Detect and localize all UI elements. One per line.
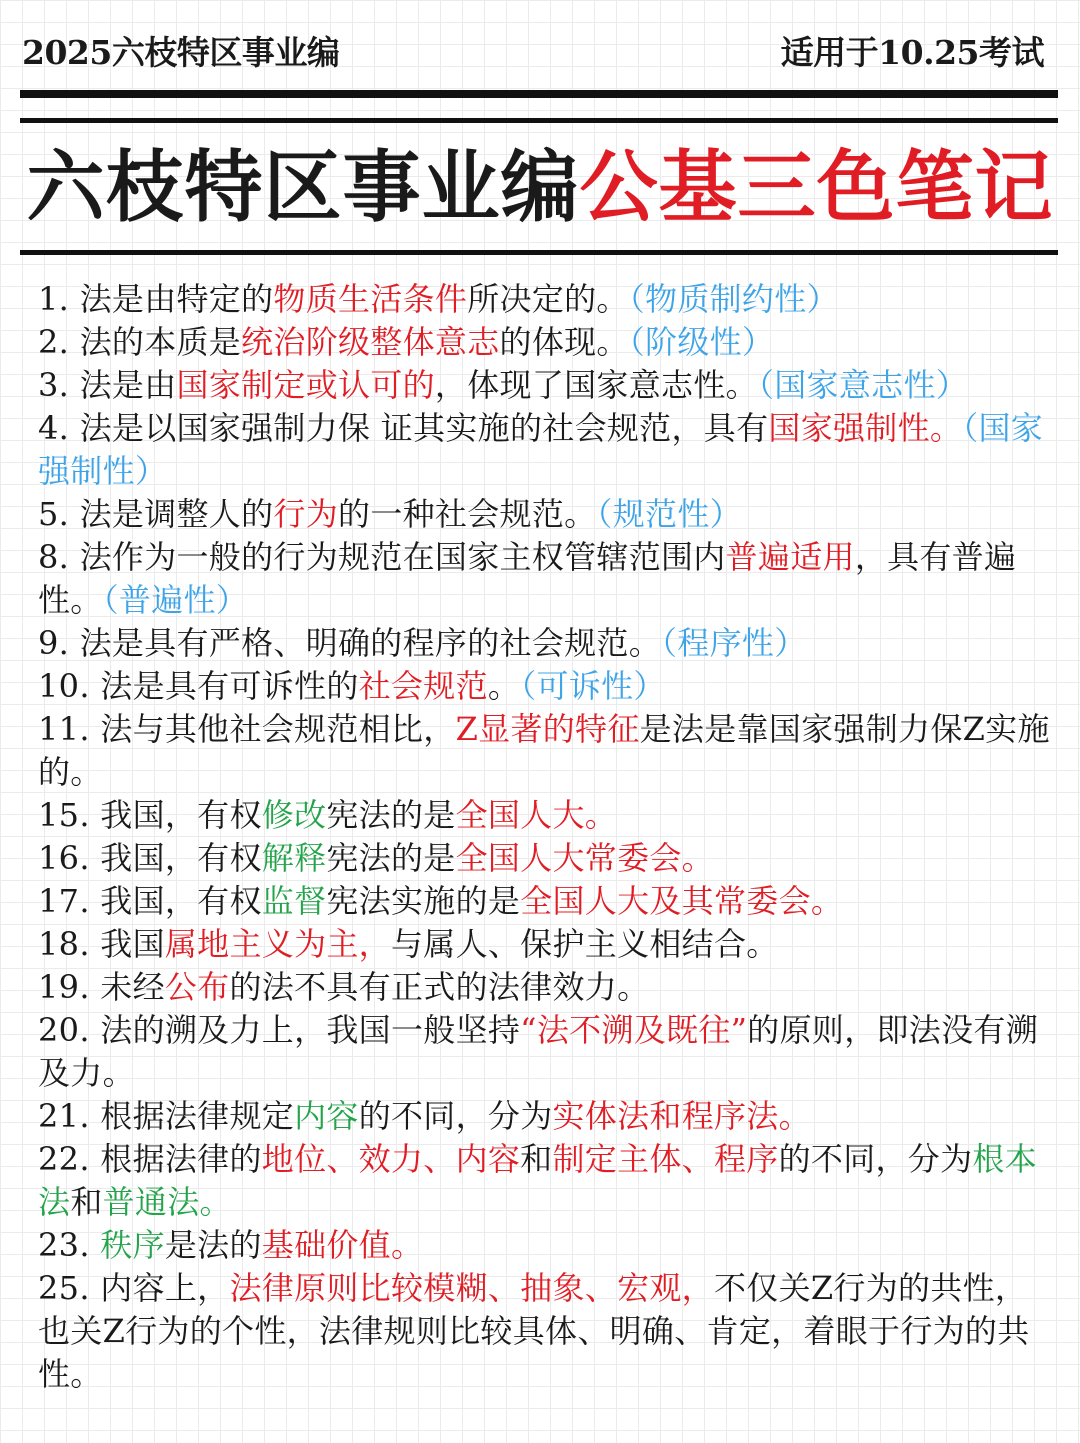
highlight-green-text: 解释	[261, 839, 327, 877]
highlight-green-text: 秩序	[100, 1226, 165, 1264]
note-text: 和	[520, 1140, 553, 1178]
note-text: 19. 未经	[38, 968, 165, 1006]
note-text: 20. 法的溯及力上，我国一般坚持	[38, 1011, 521, 1049]
notes-list	[38, 278, 1050, 1396]
note-item	[38, 321, 1050, 364]
highlight-red-text: 行为	[273, 495, 339, 533]
highlight-red-text: 国家强制性。	[768, 409, 963, 447]
note-item	[38, 493, 1050, 536]
note-text: 18. 我国	[38, 925, 165, 963]
note-item	[38, 1009, 1050, 1095]
note-text: 宪法的是	[326, 839, 456, 877]
highlight-red-text: 全国人大及其常委会。	[520, 882, 844, 920]
highlight-red-text: 法律原则比较模糊、抽象、宏观，	[229, 1269, 714, 1307]
highlight-red-text: 统治阶级整体意志	[241, 323, 500, 361]
highlight-red-text: 公布	[164, 968, 230, 1006]
highlight-red-text: 全国人大。	[455, 796, 618, 834]
highlight-red-text: 普遍适用	[725, 538, 855, 576]
highlight-red-text: “法不溯及既往”	[520, 1011, 748, 1049]
highlight-red-text: 全国人大常委会。	[455, 839, 714, 877]
note-item	[38, 966, 1050, 1009]
note-item	[38, 837, 1050, 880]
highlight-blue-text: （普遍性）	[102, 581, 249, 619]
note-text: 宪法实施的是	[326, 882, 521, 920]
note-text: 8. 法作为一般的行为规范在国家主权管辖范围内	[38, 538, 726, 576]
highlight-blue-text: （可诉性）	[520, 667, 666, 705]
highlight-green-text: 根本法	[38, 1140, 1038, 1221]
highlight-blue-text: （阶级性）	[628, 323, 775, 361]
note-item	[38, 880, 1050, 923]
note-text: 2. 法的本质是	[38, 323, 242, 361]
note-text: 的一种社会规范。	[338, 495, 597, 533]
header-right-text: 适用于10.25考试	[780, 32, 1044, 72]
note-text: 3. 法是由	[38, 366, 177, 404]
note-text: 1. 法是由特定的	[38, 280, 274, 318]
note-item	[38, 708, 1050, 794]
top-divider-thin	[20, 118, 1058, 123]
note-item	[38, 1224, 1050, 1267]
highlight-red-text: 属地主义为主，	[164, 925, 391, 963]
note-text: 不仅关Z行为的共性，也关Z行为的个性，法律规则比较具体、明确、肯定，着眼于行为的共性。	[38, 1269, 1030, 1393]
note-text: 的法不具有正式的法律效力。	[229, 968, 650, 1006]
note-text: 9. 法是具有严格、明确的程序的社会规范。	[38, 624, 662, 662]
highlight-red-text: 社会规范	[358, 667, 488, 705]
note-text: 与属人、保护主义相结合。	[390, 925, 779, 963]
note-text: 宪法的是	[326, 796, 456, 834]
highlight-red-text: 物质生活条件	[273, 280, 468, 318]
note-text: 和	[70, 1183, 103, 1221]
note-text: 是法是靠国家强制力保Z实施的。	[38, 710, 1050, 791]
note-text: 是法的	[164, 1226, 262, 1264]
note-text: 所决定的。	[467, 280, 629, 318]
highlight-green-text: 内容	[294, 1097, 359, 1135]
highlight-blue-text: （国家意志性）	[757, 366, 969, 404]
top-divider-thick	[20, 90, 1058, 98]
highlight-blue-text: （国家强制性）	[38, 409, 1044, 490]
title-divider	[20, 250, 1058, 255]
highlight-red-text: 实体法和程序法。	[552, 1097, 811, 1135]
note-text: 的体现。	[499, 323, 629, 361]
note-text: 的原则，即法没有溯及力。	[38, 1011, 1038, 1092]
note-item	[38, 1138, 1050, 1224]
note-text: ，具有普遍性。	[38, 538, 1017, 619]
note-text: 的不同，分为	[778, 1140, 973, 1178]
note-text: 的不同，分为	[358, 1097, 553, 1135]
note-text: 。	[487, 667, 521, 705]
note-text: 16. 我国，有权	[38, 839, 262, 877]
note-item	[38, 1267, 1050, 1396]
highlight-red-text: 基础价值。	[261, 1226, 424, 1264]
highlight-red-text: 国家制定或认可的	[176, 366, 435, 404]
note-text: 17. 我国，有权	[38, 882, 262, 920]
title-black-part: 六枝特区事业编	[26, 143, 580, 233]
note-item	[38, 1095, 1050, 1138]
page-title	[0, 138, 1080, 238]
note-text: 5. 法是调整人的	[38, 495, 274, 533]
note-text: 25. 内容上，	[38, 1269, 230, 1307]
note-text: 11. 法与其他社会规范相比，	[38, 710, 456, 748]
title-red-part: 公基三色笔记	[579, 143, 1054, 233]
note-text: 15. 我国，有权	[38, 796, 262, 834]
note-text: 23.	[38, 1226, 101, 1264]
header-bar	[22, 26, 1044, 74]
highlight-red-text: Z显著的特征	[455, 710, 640, 748]
highlight-green-text: 普通法。	[102, 1183, 232, 1221]
note-item	[38, 794, 1050, 837]
note-text: 21. 根据法律规定	[38, 1097, 295, 1135]
highlight-red-text: 地位、效力、内容	[261, 1140, 521, 1178]
note-item	[38, 665, 1050, 708]
note-text: ，体现了国家意志性。	[434, 366, 758, 404]
highlight-blue-text: （规范性）	[596, 495, 742, 533]
highlight-red-text: 制定主体、程序	[552, 1140, 779, 1178]
note-item	[38, 407, 1050, 493]
highlight-green-text: 修改	[261, 796, 327, 834]
header-left-text: 2025六枝特区事业编	[22, 32, 340, 72]
note-text: 4. 法是以国家强制力保 证其实施的社会规范，具有	[38, 409, 769, 447]
note-item	[38, 622, 1050, 665]
highlight-green-text: 监督	[261, 882, 327, 920]
note-text: 22. 根据法律的	[38, 1140, 262, 1178]
note-item	[38, 923, 1050, 966]
highlight-blue-text: （物质制约性）	[628, 280, 839, 318]
note-item	[38, 536, 1050, 622]
note-text: 10. 法是具有可诉性的	[38, 667, 359, 705]
highlight-blue-text: （程序性）	[661, 624, 807, 662]
note-item	[38, 364, 1050, 407]
note-item	[38, 278, 1050, 321]
